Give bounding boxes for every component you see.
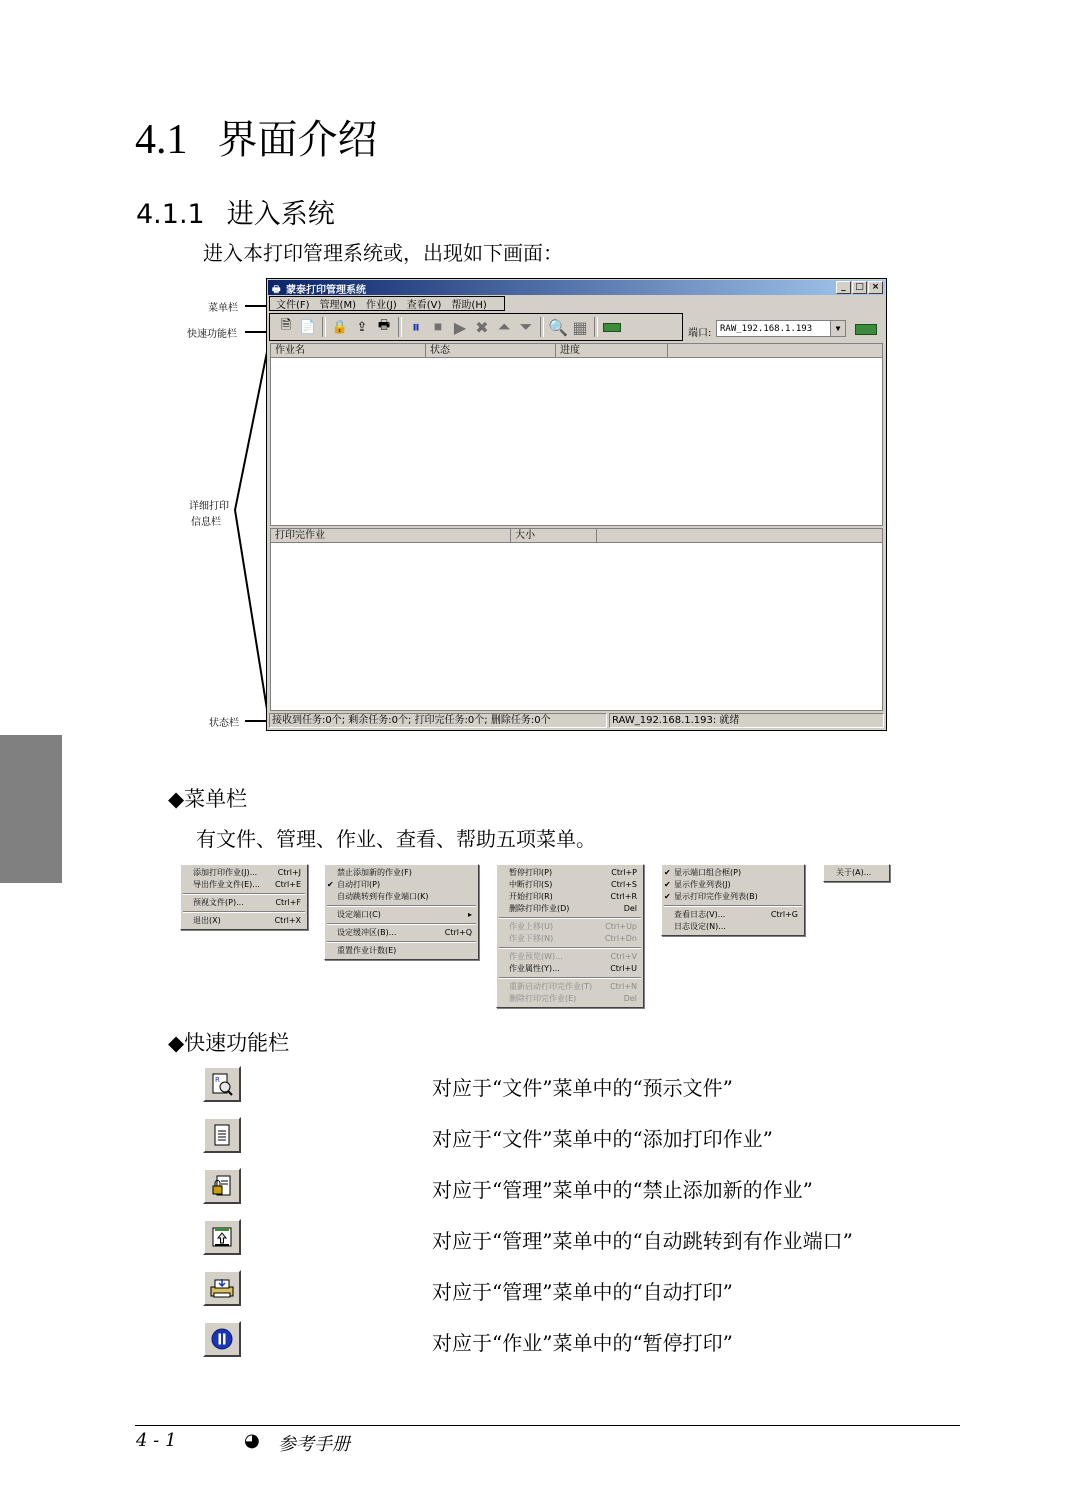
callout-menubar: 菜单栏 bbox=[208, 303, 238, 314]
callout-detail-1: 详细打印 bbox=[189, 501, 229, 512]
start-icon[interactable]: ▶ bbox=[453, 317, 467, 337]
menu-separator bbox=[183, 911, 305, 913]
menu-item[interactable]: 自动跳转到有作业端口(K) bbox=[337, 892, 429, 901]
auto-print-icon[interactable]: 🖶 bbox=[377, 318, 391, 333]
callout-toolbar: 快速功能栏 bbox=[187, 329, 237, 340]
menu-bar bbox=[269, 296, 505, 311]
menu-manage[interactable]: 管理(M) bbox=[319, 300, 356, 311]
leader-line bbox=[245, 331, 267, 333]
column-header[interactable]: 打印完作业 bbox=[271, 529, 511, 542]
menu-item[interactable]: 开始打印(R) Ctrl+R bbox=[509, 892, 637, 901]
section-title: 界面介绍 bbox=[217, 117, 378, 163]
callout-statusbar: 状态栏 bbox=[209, 718, 239, 729]
subsection-title: 进入系统 bbox=[226, 199, 335, 230]
job-properties-icon[interactable]: ▦ bbox=[572, 317, 588, 337]
column-header[interactable]: 大小 bbox=[511, 529, 597, 542]
menu-separator bbox=[183, 893, 305, 895]
menu-item[interactable]: 设定端口(C) ▸ bbox=[337, 910, 472, 919]
add-job-icon bbox=[203, 1117, 241, 1153]
menu-item[interactable]: 日志设定(N)... bbox=[674, 922, 726, 931]
menu-separator bbox=[664, 905, 802, 907]
menu-section-body: 有文件、管理、作业、查看、帮助五项菜单。 bbox=[196, 827, 596, 851]
toolbar-desc: 对应于“文件”菜单中的“添加打印作业” bbox=[432, 1127, 773, 1151]
maximize-button[interactable]: □ bbox=[852, 281, 867, 294]
pause-icon bbox=[203, 1321, 241, 1357]
add-job-icon[interactable]: 📄 bbox=[299, 319, 317, 335]
done-list-header bbox=[271, 529, 882, 543]
menu-item[interactable]: 作业预览(W)... Ctrl+V bbox=[509, 952, 637, 961]
menu-separator bbox=[327, 905, 476, 907]
stop-icon[interactable]: ⏹ bbox=[433, 317, 442, 336]
chevron-down-icon[interactable]: ▼ bbox=[830, 321, 845, 336]
view-menu bbox=[661, 864, 805, 936]
disable-new-jobs-icon[interactable]: 🔒 bbox=[331, 319, 349, 335]
status-bar bbox=[269, 713, 884, 728]
menu-file[interactable]: 文件(F) bbox=[276, 300, 310, 311]
chapter-tab bbox=[0, 735, 62, 883]
menu-item[interactable]: 查看日志(V)... Ctrl+G bbox=[674, 910, 798, 919]
menu-item[interactable]: ✔ 自动打印(P) bbox=[327, 880, 381, 889]
menu-item[interactable]: 重置作业计数(E) bbox=[337, 946, 397, 955]
title-bar bbox=[268, 280, 885, 295]
menu-item[interactable]: 设定缓冲区(B)... Ctrl+Q bbox=[337, 928, 472, 937]
subsection-heading bbox=[136, 192, 335, 231]
toolbar-section-title: ◆快速功能栏 bbox=[168, 1031, 290, 1055]
delete-icon[interactable]: ✖ bbox=[475, 317, 489, 337]
menu-item[interactable]: 退出(X) Ctrl+X bbox=[193, 916, 301, 925]
toolbar-separator bbox=[398, 317, 402, 337]
toolbar bbox=[269, 313, 683, 341]
menu-separator bbox=[499, 947, 641, 949]
menu-section-title: ◆菜单栏 bbox=[168, 787, 248, 811]
auto-print-icon bbox=[203, 1270, 241, 1306]
move-up-icon[interactable]: ⏶ bbox=[497, 317, 511, 336]
app-window bbox=[266, 278, 887, 731]
menu-separator bbox=[499, 977, 641, 979]
done-list[interactable] bbox=[270, 528, 883, 711]
port-combo-icon[interactable] bbox=[602, 317, 622, 337]
toolbar-desc: 对应于“文件”菜单中的“预示文件” bbox=[432, 1076, 733, 1100]
job-list-header bbox=[271, 344, 882, 358]
menu-item[interactable]: ✔ 显示作业列表(J) bbox=[664, 880, 731, 889]
leader-line bbox=[245, 720, 267, 722]
check-icon: ✔ bbox=[664, 868, 671, 877]
menu-job[interactable]: 作业(J) bbox=[366, 300, 397, 311]
auto-jump-port-icon[interactable]: ⇪ bbox=[356, 319, 368, 335]
menu-item[interactable]: 作业上移(U) Ctrl+Up bbox=[509, 922, 637, 931]
section-heading bbox=[135, 108, 378, 165]
toolbar-desc: 对应于“管理”菜单中的“自动打印” bbox=[432, 1280, 733, 1304]
menu-item[interactable]: 中断打印(S) Ctrl+S bbox=[509, 880, 637, 889]
auto-jump-port-icon bbox=[203, 1219, 241, 1255]
printer-icon: 🖶 bbox=[272, 285, 281, 295]
menu-item[interactable]: 删除打印作业(D) Del bbox=[509, 904, 637, 913]
page-number: 4 - 1 bbox=[136, 1430, 177, 1451]
subsection-number: 4.1.1 bbox=[136, 199, 205, 230]
menu-item[interactable]: 预视文件(P)... Ctrl+F bbox=[193, 898, 301, 907]
toolbar-separator bbox=[540, 317, 544, 337]
toolbar-separator bbox=[322, 317, 326, 337]
menu-item[interactable]: 暂停打印(P) Ctrl+P bbox=[509, 868, 637, 877]
column-header[interactable]: 状态 bbox=[426, 344, 556, 357]
window-title: 蒙泰打印管理系统 bbox=[286, 285, 366, 296]
toolbar-separator bbox=[594, 317, 598, 337]
close-button[interactable]: × bbox=[868, 281, 883, 294]
menu-item[interactable]: 作业下移(N) Ctrl+Dn bbox=[509, 934, 637, 943]
manage-menu bbox=[324, 864, 479, 960]
status-counts: 接收到任务:0个; 剩余任务:0个; 打印完任务:0个; 删除任务:0个 bbox=[269, 713, 607, 728]
menu-item[interactable]: 作业属性(Y)... Ctrl+U bbox=[509, 964, 637, 973]
section-number: 4.1 bbox=[135, 117, 188, 163]
toolbar-desc: 对应于“作业”菜单中的“暂停打印” bbox=[432, 1331, 733, 1355]
help-menu bbox=[823, 864, 890, 882]
footer-title: 参考手册 bbox=[278, 1434, 350, 1455]
port-label: 端口: bbox=[688, 328, 712, 339]
status-port: RAW_192.168.1.193: 就绪 bbox=[609, 713, 884, 728]
menu-view[interactable]: 查看(V) bbox=[406, 300, 442, 311]
port-select[interactable] bbox=[716, 320, 846, 337]
menu-item[interactable]: 关于(A)... bbox=[836, 868, 872, 877]
toolbar-desc: 对应于“管理”菜单中的“禁止添加新的作业” bbox=[432, 1178, 813, 1202]
menu-help[interactable]: 帮助(H) bbox=[451, 300, 487, 311]
port-value: RAW_192.168.1.193 bbox=[720, 324, 813, 334]
job-menu bbox=[496, 864, 644, 1008]
check-icon: ✔ bbox=[664, 892, 671, 901]
move-down-icon[interactable]: ⏷ bbox=[519, 317, 533, 336]
menu-item[interactable]: 删除打印完作业(E) Del bbox=[509, 994, 637, 1003]
check-icon: ✔ bbox=[664, 880, 671, 889]
menu-item[interactable]: 重新启动打印完作业(T) Ctrl+N bbox=[509, 982, 637, 991]
menu-item[interactable]: ✔ 显示端口组合框(P) bbox=[664, 868, 742, 877]
job-list[interactable] bbox=[270, 343, 883, 526]
leader-line bbox=[245, 305, 267, 307]
pause-icon[interactable]: ⏸ bbox=[411, 317, 420, 336]
callout-detail-2: 信息栏 bbox=[191, 517, 221, 528]
preview-file-icon[interactable]: 🗎 bbox=[280, 318, 292, 333]
menu-item[interactable]: 禁止添加新的作业(F) bbox=[337, 868, 412, 877]
menu-item[interactable]: 添加打印作业(J)... Ctrl+J bbox=[193, 868, 301, 877]
column-header[interactable]: 进度 bbox=[556, 344, 668, 357]
check-icon: ✔ bbox=[327, 880, 334, 889]
job-preview-icon[interactable]: 🔍 bbox=[548, 317, 568, 337]
preview-file-icon bbox=[203, 1066, 241, 1102]
port-status-icon[interactable] bbox=[855, 324, 877, 335]
menu-item[interactable]: ✔ 显示打印完作业列表(B) bbox=[664, 892, 758, 901]
menu-separator bbox=[327, 941, 476, 943]
minimize-button[interactable]: _ bbox=[836, 281, 851, 294]
column-header[interactable]: 作业名 bbox=[271, 344, 426, 357]
menu-item[interactable]: 导出作业文件(E)... Ctrl+E bbox=[193, 880, 301, 889]
detail-bracket bbox=[225, 340, 271, 725]
file-menu bbox=[180, 864, 308, 930]
menu-separator bbox=[327, 923, 476, 925]
toolbar-desc: 对应于“管理”菜单中的“自动跳转到有作业端口” bbox=[432, 1229, 853, 1253]
menu-separator bbox=[499, 917, 641, 919]
footer-rule bbox=[135, 1425, 960, 1426]
disable-new-jobs-icon bbox=[203, 1168, 241, 1204]
footer-bullet-icon: ◕ bbox=[244, 1430, 260, 1451]
svg-text:R: R bbox=[215, 1076, 220, 1084]
intro-text: 进入本打印管理系统或，出现如下画面： bbox=[203, 241, 563, 265]
